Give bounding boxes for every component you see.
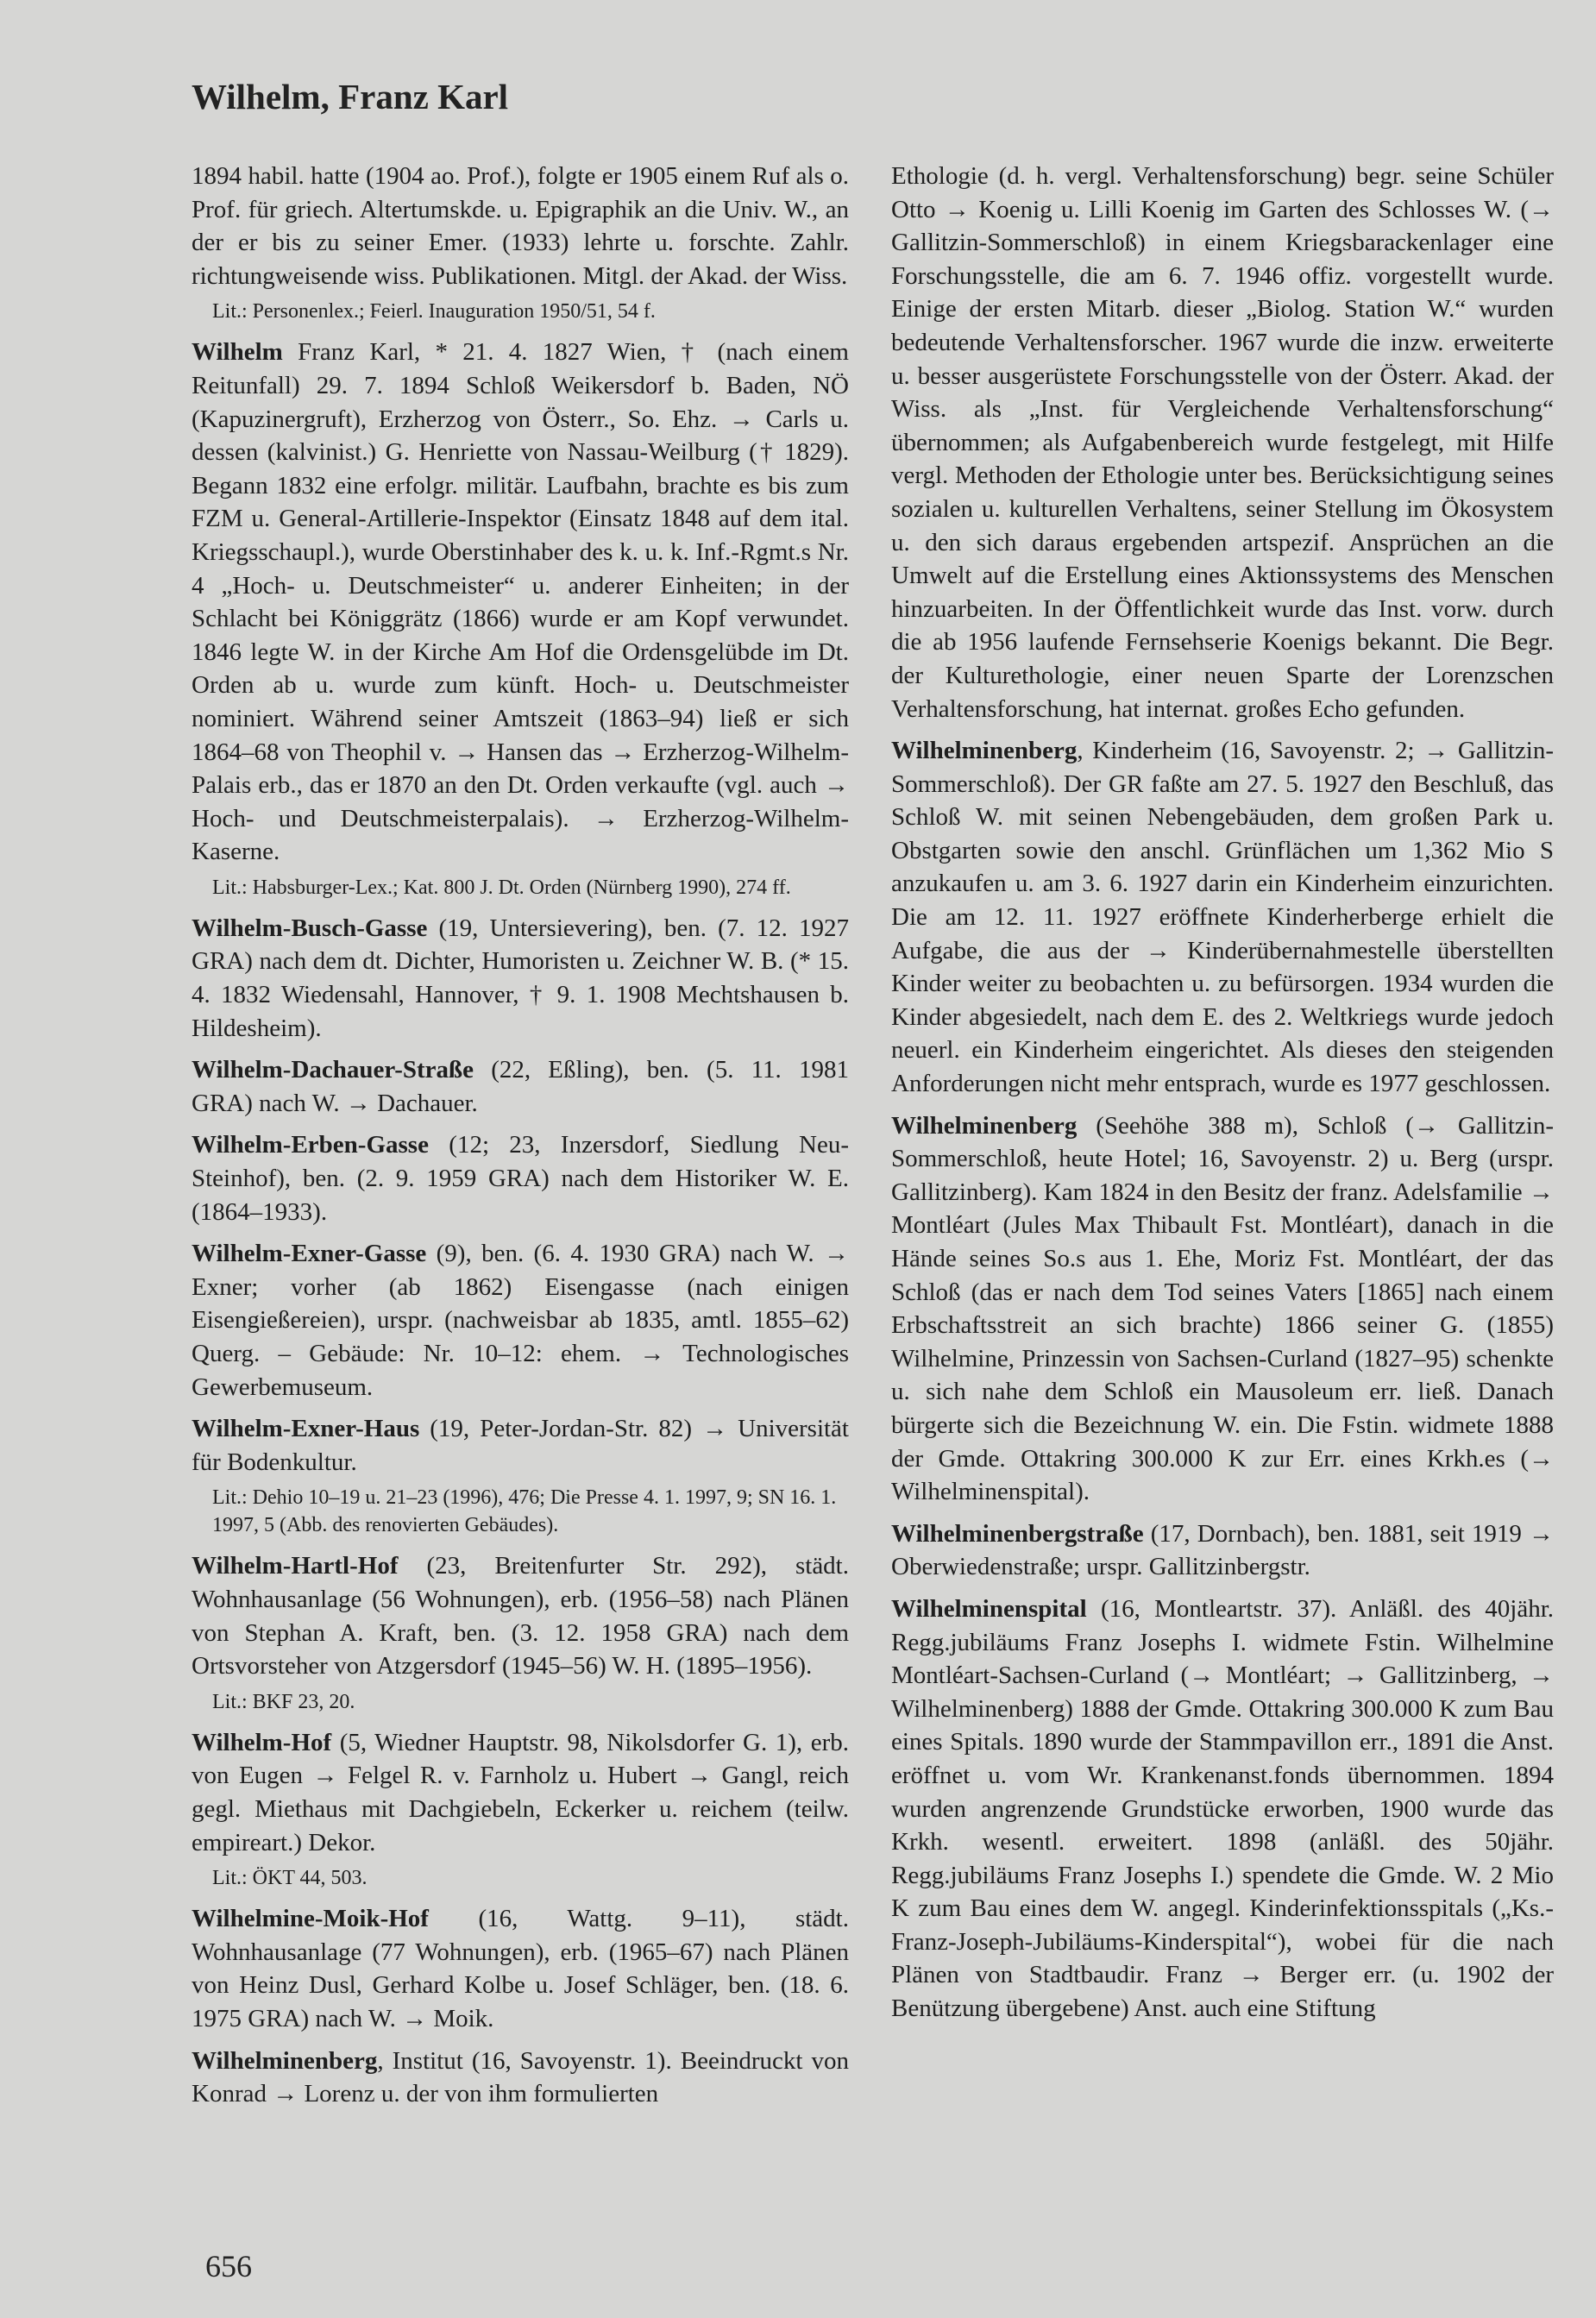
entry-text: (17, Dornbach), ben. 1881, seit 1919 → Oberwiedenstraße; urspr. Gallitzinbergstr. [891, 1519, 1554, 1581]
entry-headword: Wilhelm-Exner-Gasse [192, 1240, 427, 1268]
entry-text: (19, Untersievering), ben. (7. 12. 1927 GRA) nach dem dt. Dichter, Humoristen u. Zeichner W. B. (* 15. 4. 1832 Wiedensahl, Hannover, † 9. 1. 1908 Mechtshausen b. Hildesheim). [192, 914, 849, 1042]
entry-text: (22, Eßling), ben. (5. 11. 1981 GRA) nach W. → Dachauer. [192, 1056, 849, 1117]
entry-headword: Wilhelm-Hartl-Hof [192, 1552, 399, 1580]
lexicon-entry [192, 1549, 849, 1682]
entry-headword: Wilhelminenberg [891, 737, 1078, 765]
entry-text: (19, Peter-Jordan-Str. 82) → Universität für Bodenkultur. [192, 1415, 849, 1476]
entry-text: (Seehöhe 388 m), Schloß (→ Gallitzin-Sommerschloß, heute Hotel; 16, Savoyenstr. 2) u. Berg (urspr. Gallitzinberg). Kam 1824 in den Besitz der franz. Adelsfamilie → Montléart (Jules Max Thibault Fst. Montléart), danach in die Hände seines So.s aus 1. Ehe, Moriz Fst. Montléart, der das Schloß (das er nach dem Tod seines Vaters [1865] nach einem Erbschaftsstreit an sich brachte) 1866 seiner G. (1855) Wilhelmine, Prinzessin von Sachsen-Curland (1827–95) schenkte u. sich nahe dem Schloß ein Mausoleum err. ließ. Danach bürgerte sich die Bezeichnung W. ein. Die Fstin. widmete 1888 der Gmde. Ottakring 300.000 K zur Err. eines Krkh.es (→ Wilhelminenspital). [891, 1111, 1554, 1506]
entry-headword: Wilhelminenberg [891, 1111, 1078, 1140]
entry-headword: Wilhelmine-Moik-Hof [192, 1905, 429, 1933]
entry-headword: Wilhelm-Exner-Haus [192, 1415, 420, 1443]
entry-headword: Wilhelminenbergstraße [891, 1519, 1144, 1548]
entry-text: (5, Wiedner Hauptstr. 98, Nikolsdorfer G. 1), erb. von Eugen → Felgel R. v. Farnholz u. Hubert → Gangl, reich gegl. Miethaus mit Dachgiebeln, Eckerker u. reichem (teilw. empireart.) Dekor. [192, 1728, 849, 1856]
lexicon-entry [192, 1237, 849, 1404]
entry-text: (16, Wattg. 9–11), städt. Wohnhausanlage (77 Wohnungen), erb. (1965–67) nach Plänen von Heinz Dusl, Gerhard Kolbe u. Josef Schläger, ben. (18. 6. 1975 GRA) nach W. → Moik. [192, 1905, 849, 2032]
lexicon-entry [891, 1109, 1554, 1509]
lexicon-entry [192, 912, 849, 1045]
lexicon-entry [192, 1726, 849, 1859]
entry-headword: Wilhelm [192, 338, 283, 367]
entry-text: , Kinderheim (16, Savoyenstr. 2; → Gallitzin-Sommerschloß). Der GR faßte am 27. 5. 1927 den Beschluß, das Schloß W. mit seinen Nebengebäuden, dem großen Park u. Obstgarten sowie den anschl. Grünflächen um 1,362 Mio S anzukaufen u. am 3. 6. 1927 darin ein Kinderheim einzurichten. Die am 12. 11. 1927 eröffnete Kinderherberge erhielt die Aufgabe, die aus der → Kinderübernahmestelle überstellten Kinder weiter zu beobachten u. zu befürsorgen. 1934 wurden die Kinder abgesiedelt, nach dem E. des 2. Weltkriegs wurde jedoch neuerl. ein Kinderheim eingerichtet. Als dieses den steigenden Anforderungen nicht mehr entsprach, wurde es 1977 geschlossen. [891, 737, 1554, 1098]
entry-headword: Wilhelminenspital [891, 1594, 1087, 1623]
entry-text: , Institut (16, Savoyenstr. 1). Beeindruckt von Konrad → Lorenz u. der von ihm formulierten [192, 2046, 849, 2108]
entry-headword: Wilhelm-Hof [192, 1728, 332, 1756]
entry-headword: Wilhelm-Dachauer-Straße [192, 1056, 474, 1084]
lexicon-entry [891, 1592, 1554, 2026]
entry-text: Franz Karl, * 21. 4. 1827 Wien, † (nach einem Reitunfall) 29. 7. 1894 Schloß Weikersdorf b. Baden, NÖ (Kapuzinergruft), Erzherzog von Österr., So. Ehz. → Carls u. dessen (kalvinist.) G. Henriette von Nassau-Weilburg († 1829). Begann 1832 eine erfolgr. militär. Laufbahn, brachte es bis zum FZM u. General-Artillerie-Inspektor (Einsatz 1848 auf dem ital. Kriegsschaupl.), wurde Oberstinhaber des k. u. k. Inf.-Rgmt.s Nr. 4 „Hoch- u. Deutschmeister“ u. anderer Einheiten; in der Schlacht bei Königgrätz (1866) wurde er am Kopf verwundet. 1846 legte W. in der Kirche Am Hof die Ordensgelübde im Dt. Orden ab u. wurde zum künft. Hoch- u. Deutschmeister nominiert. Während seiner Amtszeit (1863–94) ließ er sich 1864–68 von Theophil v. → Hansen das → Erzherzog-Wilhelm-Palais erb., das er 1870 an den Dt. Orden verkaufte (vgl. auch → Hoch- und Deutschmeisterpalais). → Erzherzog-Wilhelm-Kaserne. [192, 338, 849, 866]
entry-text: (12; 23, Inzersdorf, Siedlung Neu-Steinhof), ben. (2. 9. 1959 GRA) nach dem Historiker W. E. (1864–1933). [192, 1131, 849, 1226]
entry-literature: Lit.: Dehio 10–19 u. 21–23 (1996), 476; Die Presse 4. 1. 1997, 9; SN 16. 1. 1997, 5 (Abb. des renovierten Gebäudes). [212, 1486, 837, 1537]
right-column [891, 160, 1554, 2034]
lexicon-entry [192, 336, 849, 869]
lexicon-entry [192, 2045, 849, 2111]
entry-literature: Lit.: Habsburger-Lex.; Kat. 800 J. Dt. Orden (Nürnberg 1990), 274 ff. [212, 876, 791, 899]
lexicon-entry [891, 160, 1554, 726]
entry-text: (16, Montleartstr. 37). Anläßl. des 40jähr. Regg.jubiläums Franz Josephs I. widmete Fstin. Wilhelmine Montléart-Sachsen-Curland (→ Montléart; → Gallitzinberg, → Wilhelminenberg) 1888 der Gmde. Ottakring 300.000 K zum Bau eines Spitals. 1890 wurde der Stammpavillon err., 1891 die Anst. eröffnet u. vom Wr. Krankenanst.fonds übernommen. 1894 wurden angrenzende Grundstücke erworben, 1900 wurde das Krkh. wesentl. erweitert. 1898 (anläßl. des 50jähr. Regg.jubiläums Franz Josephs I.) spendete die Gmde. W. 2 Mio K zum Bau eines dem W. angegl. Kinderinfektionsspitals („Ks.-Franz-Joseph-Jubiläums-Kinderspital“), wobei für die nach Plänen von Stadtbaudir. Franz → Berger err. (u. 1902 der Benützung übergebene) Anst. auch eine Stiftung [891, 1594, 1554, 2023]
entry-literature: Lit.: BKF 23, 20. [212, 1690, 355, 1713]
lexicon-entry [192, 160, 849, 292]
entry-headword: Wilhelm-Busch-Gasse [192, 914, 428, 942]
lexicon-entry [192, 1128, 849, 1228]
running-head: Wilhelm, Franz Karl [192, 77, 509, 116]
entry-text: (9), ben. (6. 4. 1930 GRA) nach W. → Exner; vorher (ab 1862) Eisengasse (nach einigen Eisengießereien), urspr. (nachweisbar ab 1835, amtl. 1855–62) Querg. – Gebäude: Nr. 10–12: ehem. → Technologisches Gewerbemuseum. [192, 1240, 849, 1401]
page-number: 656 [205, 2249, 252, 2283]
lexicon-entry [891, 1517, 1554, 1584]
entry-text: 1894 habil. hatte (1904 ao. Prof.), folgte er 1905 einem Ruf als o. Prof. für griech. Altertumskde. u. Epigraphik an die Univ. W., an der er bis zu seiner Emer. (1933) lehrte u. forschte. Zahlr. richtungweisende wiss. Publikationen. Mitgl. der Akad. der Wiss. [192, 162, 849, 290]
entry-literature: Lit.: ÖKT 44, 503. [212, 1867, 368, 1890]
lexicon-entry [192, 1053, 849, 1120]
lexicon-entry [192, 1902, 849, 2035]
lexicon-entry [891, 734, 1554, 1101]
lexicon-entry [192, 1412, 849, 1479]
entry-headword: Wilhelminenberg [192, 2046, 378, 2075]
entry-headword: Wilhelm-Erben-Gasse [192, 1131, 429, 1159]
entry-literature: Lit.: Personenlex.; Feierl. Inauguration 1950/51, 54 f. [212, 300, 656, 324]
left-column [192, 160, 849, 2120]
entry-text: (23, Breitenfurter Str. 292), städt. Wohnhausanlage (56 Wohnungen), erb. (1956–58) nach Plänen von Stephan A. Kraft, ben. (3. 12. 1958 GRA) nach dem Ortsvorsteher von Atzgersdorf (1945–56) W. H. (1895–1956). [192, 1552, 849, 1680]
entry-text: Ethologie (d. h. vergl. Verhaltensforschung) begr. seine Schüler Otto → Koenig u. Lilli Koenig im Garten des Schlosses W. (→ Gallitzin-Sommerschloß) in einem Kriegsbarackenlager eine Forschungsstelle, die am 6. 7. 1946 offiz. vorgestellt wurde. Einige der ersten Mitarb. dieser „Biolog. Station W.“ wurden bedeutende Verhaltensforscher. 1967 wurde die inzw. erweiterte u. besser ausgerüstete Forschungsstelle von der Österr. Akad. der Wiss. als „Inst. für Vergleichende Verhaltensforschung“ übernommen; als Aufgabenbereich wurde festgelegt, mit Hilfe vergl. Methoden der Ethologie unter bes. Berücksichtigung seines sozialen u. kulturellen Verhaltens, seiner Stellung im Ökosystem u. den sich daraus ergebenden artspezif. Ansprüchen an die Umwelt auf die Erstellung eines Aktionssystems des Menschen hinzuarbeiten. In der Öffentlichkeit wurde das Inst. vorw. durch die ab 1956 laufende Fernsehserie Koenigs bekannt. Die Begr. der Kulturethologie, einer neuen Sparte der Lorenzschen Verhaltensforschung, hat internat. großes Echo gefunden. [891, 162, 1554, 723]
